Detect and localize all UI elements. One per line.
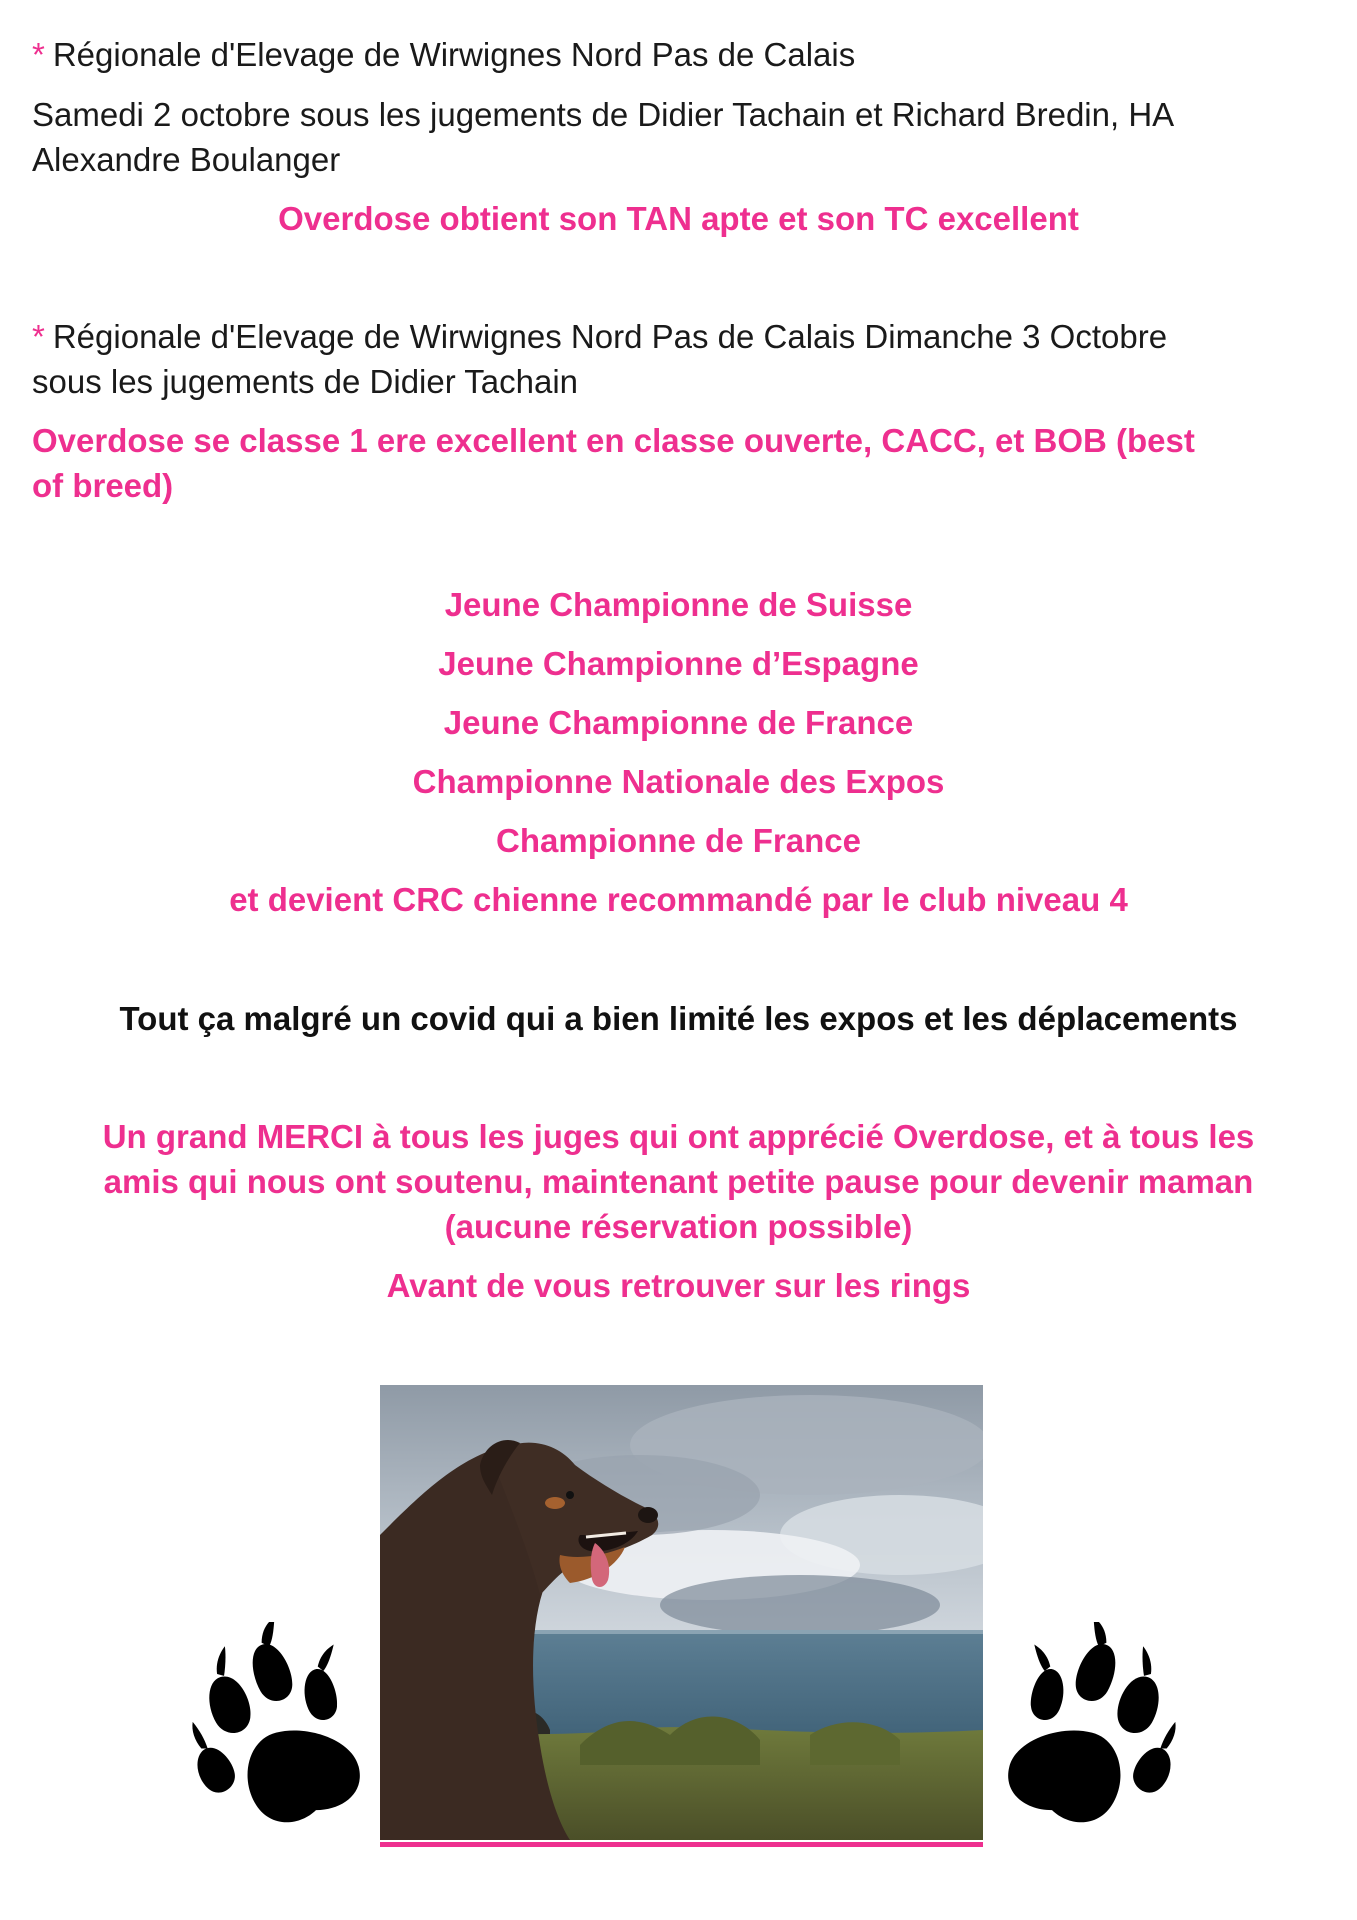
title-item: Championne de France xyxy=(496,822,861,859)
dog-photo xyxy=(380,1385,983,1840)
section2-heading xyxy=(32,314,1167,360)
paw-print-icon xyxy=(178,1622,378,1842)
title-item: Championne Nationale des Expos xyxy=(412,763,945,800)
bullet-star: * xyxy=(32,318,45,355)
section2-heading-text: Régionale d'Elevage de Wirwignes Nord Pas de Calais Dimanche 3 Octobre xyxy=(52,318,1168,355)
section1-heading-text: Régionale d'Elevage de Wirwignes Nord Pas de Calais xyxy=(52,36,856,73)
thanks-line1: Un grand MERCI à tous les juges qui ont apprécié Overdose, et à tous les xyxy=(102,1118,1255,1155)
thanks-line4: Avant de vous retrouver sur les rings xyxy=(386,1267,971,1304)
photo-underline xyxy=(380,1842,983,1847)
section1-result: Overdose obtient son TAN apte et son TC excellent xyxy=(278,200,1079,237)
title-item: Jeune Championne de France xyxy=(443,704,914,741)
section2-result-line1: Overdose se classe 1 ere excellent en classe ouverte, CACC, et BOB (best xyxy=(32,422,1195,459)
bullet-star: * xyxy=(32,36,45,73)
section1-detail-line2: Alexandre Boulanger xyxy=(32,141,341,178)
section1-detail-line1: Samedi 2 octobre sous les jugements de Didier Tachain et Richard Bredin, HA xyxy=(32,96,1175,133)
thanks-line2: amis qui nous ont soutenu, maintenant petite pause pour devenir maman xyxy=(103,1163,1254,1200)
title-item: et devient CRC chienne recommandé par le club niveau 4 xyxy=(229,881,1128,918)
paw-print-icon xyxy=(990,1622,1190,1842)
section2-result-line2: of breed) xyxy=(32,467,174,504)
covid-note: Tout ça malgré un covid qui a bien limité les expos et les déplacements xyxy=(119,1000,1238,1037)
title-item: Jeune Championne d’Espagne xyxy=(438,645,919,682)
section1-heading xyxy=(32,32,855,78)
title-item: Jeune Championne de Suisse xyxy=(444,586,913,623)
section2-line2: sous les jugements de Didier Tachain xyxy=(32,363,579,400)
thanks-line3: (aucune réservation possible) xyxy=(444,1208,913,1245)
